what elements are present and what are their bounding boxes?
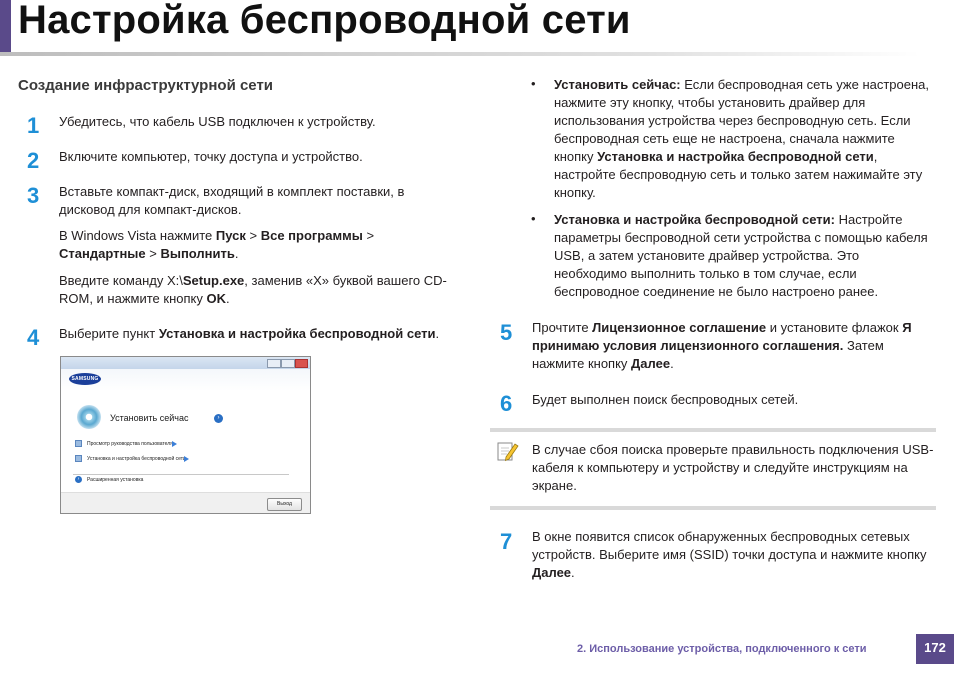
samsung-logo: SAMSUNG [69, 373, 101, 385]
step-1-text: Убедитесь, что кабель USB подключен к устройству. [59, 114, 376, 129]
wireless-setup-icon [75, 455, 82, 462]
arrow-right-icon [172, 441, 177, 447]
section-heading: Создание инфраструктурной сети [18, 77, 274, 94]
page-title: Настройка беспроводной сети [18, 0, 631, 42]
step-5-text: Прочтите Лицензионное соглашение и установите флажок Я принимаю условия лицензионного соглашения. Затем нажмите кнопку Далее. [532, 320, 912, 371]
install-now-option: Установить сейчас [110, 413, 189, 423]
title-accent-bar [0, 0, 11, 52]
page-number: 172 [916, 634, 954, 664]
step-number-7: 7 [500, 529, 513, 554]
step-2-text: Включите компьютер, точку доступа и устройство. [59, 149, 363, 164]
installer-screenshot [60, 356, 311, 514]
note-text: В случае сбоя поиска проверьте правильность подключения USB-кабеля к компьютеру и устройству и следуйте инструкциям на экране. [532, 442, 934, 493]
step-number-2: 2 [27, 148, 40, 173]
step-number-5: 5 [500, 320, 513, 345]
advanced-install-option: Расширенная установка [87, 477, 144, 483]
step-number-4: 4 [27, 325, 40, 350]
wireless-setup-option: Установка и настройка беспроводной сети [87, 456, 186, 462]
step-3-command-instruction: Введите команду X:\Setup.exe, заменив «X» буквой вашего CD-ROM, и нажмите кнопку OK. [59, 273, 447, 306]
close-icon [295, 359, 308, 368]
manual-icon [75, 440, 82, 447]
footer-chapter-title: 2. Использование устройства, подключенного к сети [577, 643, 867, 655]
maximize-icon [281, 359, 295, 368]
step-6-text: Будет выполнен поиск беспроводных сетей. [532, 392, 799, 407]
expand-icon: › [75, 476, 82, 483]
installer-separator [73, 474, 289, 475]
step-number-3: 3 [27, 183, 40, 208]
step-7-text: В окне появится список обнаруженных беспроводных сетевых устройств. Выберите имя (SSID) точки доступа и нажмите кнопку Далее. [532, 529, 927, 580]
arrow-right-icon: › [214, 414, 223, 423]
step-4-text: Выберите пункт Установка и настройка беспроводной сети. [59, 326, 440, 341]
note-pencil-icon [497, 440, 519, 464]
minimize-icon [267, 359, 281, 368]
title-divider [0, 52, 920, 56]
bullet-install-now: Установить сейчас: Если беспроводная сеть уже настроена, нажмите эту кнопку, чтобы установить драйвер для использования устройства через беспроводную сеть. Если беспроводная сеть еще не настроена, сначала нажмите кнопку Установка и настройка беспроводной сети, настройте беспроводную сеть и только затем нажимайте эту кнопку. [554, 77, 930, 200]
view-manual-option: Просмотр руководства пользователя [87, 441, 173, 447]
step-number-6: 6 [500, 391, 513, 416]
arrow-right-icon [184, 456, 189, 462]
step-number-1: 1 [27, 113, 40, 138]
step-3-text: Вставьте компакт-диск, входящий в комплект поставки, в дисковод для компакт-дисков. [59, 184, 405, 217]
cd-disc-icon [77, 405, 101, 429]
step-3-vista-instruction: В Windows Vista нажмите Пуск > Все программы > Стандартные > Выполнить. [59, 228, 375, 261]
bullet-marker: • [531, 76, 536, 91]
exit-button: Выход [267, 498, 302, 511]
bullet-wireless-setup: Установка и настройка беспроводной сети: Настройте параметры беспроводной сети устройства с помощью кабеля USB, а затем установите драйвер устройства. Это необходимо выполнить только в том случае, если беспроводное соединение не было настроено ранее. [554, 212, 928, 299]
bullet-marker: • [531, 211, 536, 226]
